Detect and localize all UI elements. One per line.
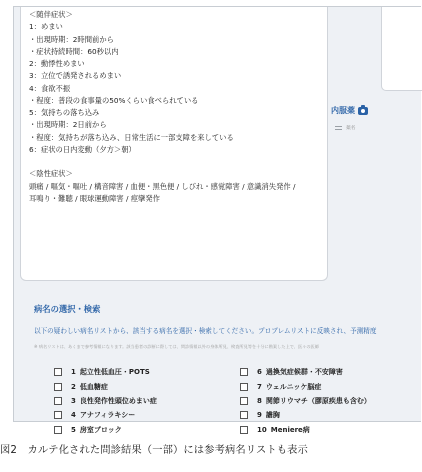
- note-line: 耳鳴り・難聴 / 眼球運動障害 / 痙攣発作: [29, 193, 160, 203]
- note-line: ・程度：普段の食事量の50%くらい食べられている: [29, 95, 199, 105]
- diagnosis-checkbox[interactable]: [240, 383, 248, 391]
- diagnosis-option[interactable]: [54, 367, 157, 378]
- diagnosis-list-left: [54, 367, 157, 435]
- drag-handle-icon[interactable]: [335, 126, 342, 130]
- medications-title: 内服薬: [331, 106, 355, 115]
- diagnosis-label: 房室ブロック: [79, 425, 122, 434]
- diagnosis-checkbox[interactable]: [240, 426, 248, 434]
- side-panel-top: [381, 7, 422, 91]
- note-line: [29, 156, 319, 168]
- diagnosis-label: 過換気症候群・不安障害: [265, 368, 343, 377]
- diagnosis-checkbox[interactable]: [240, 411, 248, 419]
- medications-header: [331, 105, 368, 116]
- note-line: ＜陰性症状＞: [29, 169, 73, 179]
- diagnosis-option[interactable]: [54, 396, 157, 407]
- diagnosis-label: アナフィラキシー: [79, 411, 136, 420]
- diagnosis-option[interactable]: [240, 381, 371, 392]
- diagnosis-number: 6: [257, 368, 262, 377]
- diagnosis-list-right: [240, 367, 371, 435]
- note-line: ・程度：気持ちが落ち込み、日常生活に一部支障を来している: [29, 132, 234, 142]
- note-line: ・出現時期：2時間前から: [29, 34, 114, 44]
- diagnosis-number: 5: [71, 425, 76, 434]
- diagnosis-checkbox[interactable]: [54, 368, 62, 376]
- diagnosis-checkbox[interactable]: [240, 368, 248, 376]
- diagnosis-option[interactable]: [240, 410, 371, 421]
- diagnosis-label: 良性発作性頭位めまい症: [79, 396, 157, 405]
- note-line: 3：立位で誘発されるめまい: [29, 71, 122, 81]
- diagnosis-checkbox[interactable]: [240, 397, 248, 405]
- diagnosis-option[interactable]: [240, 424, 371, 435]
- diagnosis-option[interactable]: [240, 367, 371, 378]
- diagnosis-number: 2: [71, 382, 76, 391]
- diagnosis-number: 3: [71, 396, 76, 405]
- diagnosis-number: 8: [257, 396, 262, 405]
- interview-note-panel: [20, 7, 328, 281]
- diagnosis-section-title: 病名の選択・検索: [34, 304, 101, 314]
- figure-caption: 図2 カルテ化された問診結果（一部）には参考病名リストも表示: [0, 444, 308, 456]
- note-line: 2：動悸性めまい: [29, 59, 85, 68]
- drug-name: 薬名: [346, 126, 356, 131]
- diagnosis-checkbox[interactable]: [54, 383, 62, 391]
- diagnosis-checkbox[interactable]: [54, 411, 62, 419]
- diagnosis-option[interactable]: [54, 424, 157, 435]
- diagnosis-option[interactable]: [54, 410, 157, 421]
- note-line: 4：食欲不振: [29, 83, 71, 93]
- diagnosis-number: 10: [257, 425, 267, 434]
- diagnosis-number: 4: [71, 411, 76, 420]
- diagnosis-label: ウェルニッケ脳症: [265, 382, 322, 391]
- diagnosis-label: 低血糖症: [79, 382, 108, 391]
- diagnosis-label: 起立性低血圧・POTS: [79, 368, 150, 377]
- diagnosis-checkbox[interactable]: [54, 426, 62, 434]
- note-line: ・症状持続時間：60秒以内: [29, 46, 119, 56]
- diagnosis-option[interactable]: [240, 396, 371, 407]
- diagnosis-number: 9: [257, 411, 262, 420]
- diagnosis-option[interactable]: [54, 381, 157, 392]
- note-line: 1：めまい: [29, 22, 63, 32]
- note-line: ＜随伴症状＞: [29, 10, 73, 19]
- note-line: 6：症状の日内変動（夕方＞朝）: [29, 144, 136, 154]
- note-line: ・出現時期：2日前から: [29, 120, 107, 130]
- note-line: 5：気持ちの落ち込み: [29, 108, 100, 117]
- note-line: 頭痛 / 嘔気・嘔吐 / 構音障害 / 血便・黒色便 / しびれ・感覚障害 / 意識消失発作 /: [29, 181, 296, 191]
- diagnosis-disclaimer: ※ 病名リストは、あくまで参考情報になります。該当患者の診断に際しては、問診情報以外の身体所見、検査所見等を十分に勘案した上で、医々の医師: [34, 344, 319, 349]
- diagnosis-checkbox[interactable]: [54, 397, 62, 405]
- diagnosis-label: 関節リウマチ（膠原疾患も含む）: [265, 396, 371, 405]
- diagnosis-number: 1: [71, 368, 76, 377]
- diagnosis-instructions: 以下の疑わしい病名リストから、該当する病名を選択・検索してください。プロブレムリストに反映され、予測精度: [34, 327, 377, 335]
- app-frame: [13, 6, 421, 434]
- diagnosis-label: Meniere病: [270, 425, 310, 434]
- diagnosis-label: 譫胸: [265, 411, 280, 420]
- drug-row[interactable]: [335, 124, 356, 131]
- diagnosis-number: 7: [257, 382, 262, 391]
- camera-icon[interactable]: [358, 107, 368, 115]
